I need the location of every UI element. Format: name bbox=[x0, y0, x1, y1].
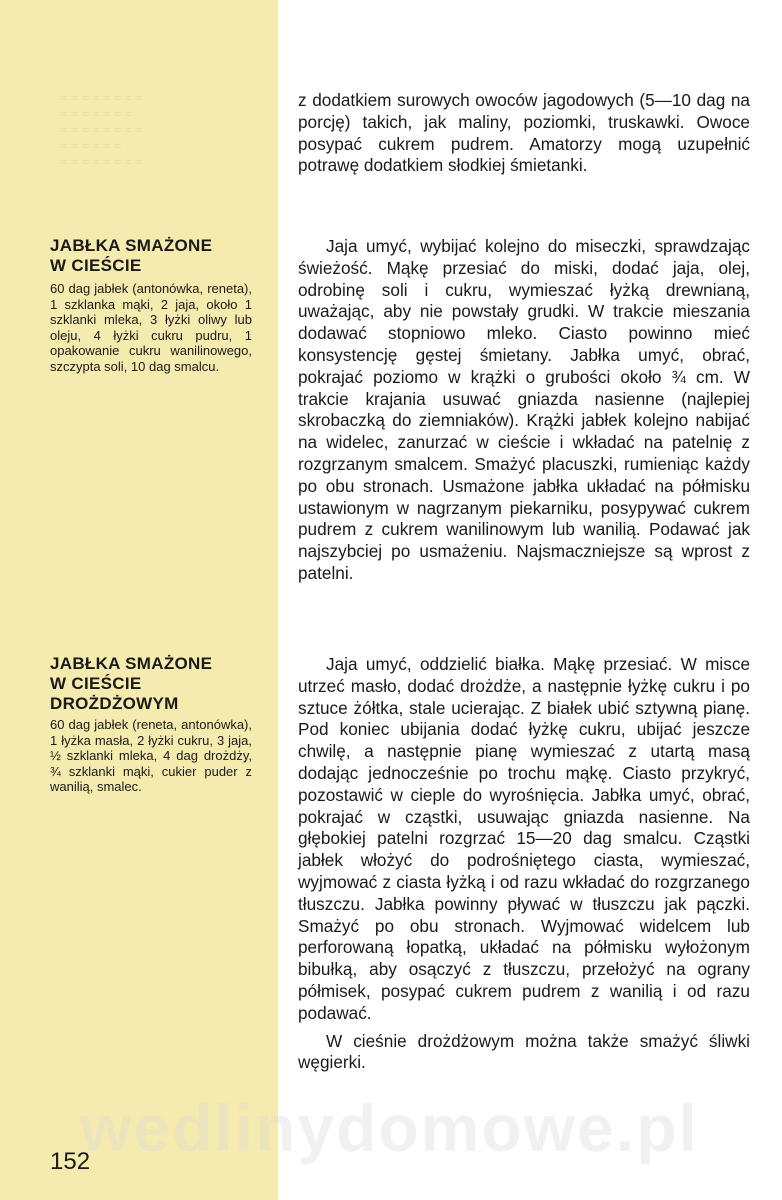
recipe-2-ingredients: 60 dag jabłek (reneta, antonówka), 1 łyżka masła, 2 łyżki cukru, 3 jaja, ½ szklanki mleka, 4 dag drożdży, ¾ szklanki mąki, cukier puder z wanilią, smalec. bbox=[50, 717, 252, 795]
continuation-text: z dodatkiem surowych owoców jagodowych (5—10 dag na porcję) takich, jak maliny, poziomki, truskawki. Owoce posypać cukrem pudrem. Amatorzy mogą uzupełnić potrawę dodatkiem słodkiej śmietanki. bbox=[298, 90, 750, 176]
recipe-2-title-line2: W CIEŚCIE bbox=[50, 674, 142, 693]
recipe-2-method-text: Jaja umyć, oddzielić białka. Mąkę przesiać. W misce utrzeć masło, dodać drożdże, a następnie łyżkę cukru i po sztuce żółtka, stale ucierając. Z białek ubić sztywną pianę. Pod koniec ubijania dodać łyżkę cukru, ubijać jeszcze chwilę, a następnie pianę wymieszać z utartą masą dodając jednocześnie po trochu mąkę. Ciasto przykryć, pozostawić w cieple do wyrośnięcia. Jabłka umyć, obrać, pokrajać w cząstki, usuwając gniazda nasienne. Na głębokiej patelni rozgrzać 15—20 dag smalcu. Cząstki jabłek włożyć do podrośniętego ciasta, wymieszać, wyjmować z ciasta łyżką i od razu wkładać do rozgrzanego tłuszczu. Jabłka powinny pływać w tłuszczu jak pączki. Smażyć po obu stronach. Wyjmować widelcem lub perforowaną łopatką, układać na półmisku wyłożonym bibułką, aby osączyć z tłuszczu, przełożyć na ograny półmisek, posypać cukrem pudrem z wanilią i od razu podawać. bbox=[298, 654, 750, 1023]
recipe-1-method bbox=[298, 236, 750, 585]
recipe-1-ingredients: 60 dag jabłek (antonówka, reneta), 1 szklanka mąki, 2 jaja, około 1 szklanki mleka, 3 łyżki oliwy lub oleju, 4 łyżki cukru pudru, 1 opakowanie cukru wanilinowego, szczypta soli, 10 dag smalcu. bbox=[50, 281, 252, 374]
recipe-2-title bbox=[50, 654, 212, 714]
continuation-paragraph bbox=[298, 90, 750, 177]
sidebar-ingredients-column bbox=[0, 0, 278, 1200]
recipe-2-title-line1: JABŁKA SMAŻONE bbox=[50, 654, 213, 673]
recipe-1-title-line2: W CIEŚCIE bbox=[50, 256, 142, 275]
recipe-1-title-line1: JABŁKA SMAŻONE bbox=[50, 236, 213, 255]
recipe-1-method-text: Jaja umyć, wybijać kolejno do miseczki, sprawdzając świeżość. Mąkę przesiać do miski, dodać jaja, olej, odrobinę soli i cukru, wymieszać łyżką drewnianą, uważając, aby nie powstały grudki. W trakcie mieszania dodawać stopniowo mleko. Ciasto powinno mieć konsystencję gęstej śmietany. Jabłka umyć, obrać, pokrajać poziomo w krążki o grubości około ¾ cm. W trakcie krajania usuwać gniazda nasienne (najlepiej skrobaczką do ziemniaków). Krążki jabłek kolejno nabijać na widelec, zanurzać w cieście i wkładać na patelnię z rozgrzanym smalcem. Smażyć placuszki, rumieniąc każdy po obu stronach. Usmażone jabłka układać na półmisku ustawionym w nagrzanym piekarniku, posypywać cukrem pudrem z cukrem wanilinowym lub wanilią. Podawać jak najszybciej po usmażeniu. Najsmaczniejsze są wprost z patelni. bbox=[298, 236, 750, 583]
recipe-2-title-line3: DROŻDŻOWYM bbox=[50, 694, 179, 713]
watermark: wedlinydomowe.pl bbox=[80, 1091, 699, 1165]
recipe-1-title bbox=[50, 236, 212, 276]
page-number: 152 bbox=[50, 1148, 91, 1175]
recipe-2-method bbox=[298, 654, 750, 1074]
bleed-through-text: ≈ ≈ ≈ ≈ ≈ ≈ ≈ ≈ ≈ ≈ ≈ ≈ ≈ ≈ ≈ ≈ ≈ ≈ ≈ ≈ ≈ ≈ ≈ ≈ ≈ ≈ ≈ ≈ ≈ ≈ ≈ ≈ ≈ ≈ ≈ ≈ ≈ bbox=[60, 90, 143, 169]
recipe-2-note: W cieśnie drożdżowym można także smażyć śliwki węgierki. bbox=[298, 1030, 750, 1073]
